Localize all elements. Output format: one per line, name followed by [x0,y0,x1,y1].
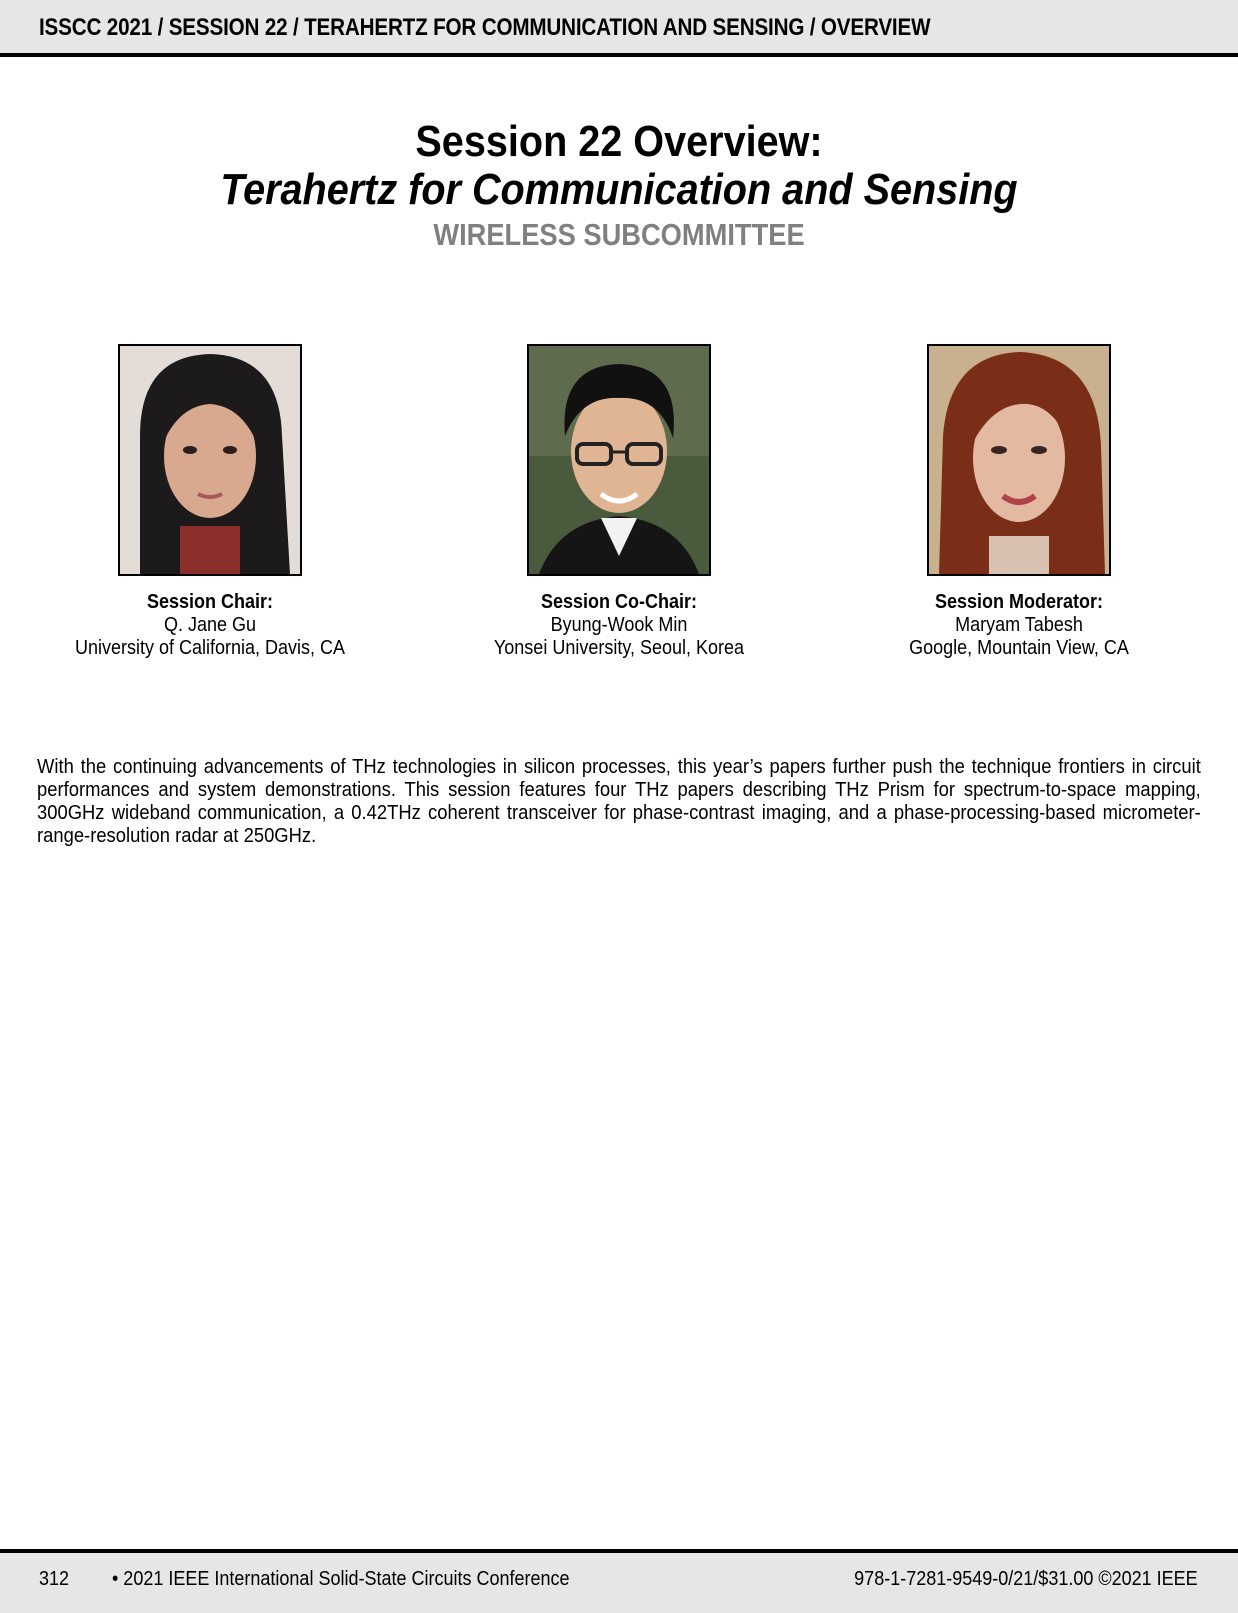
person-affiliation: University of California, Davis, CA [74,637,346,659]
chair-photo [118,344,302,576]
person-role: Session Moderator: [934,591,1104,613]
header-text: ISSCC 2021 / SESSION 22 / TERAHERTZ FOR COMMUNICATION AND SENSING / OVERVIEW [39,14,931,41]
person-role: Session Chair: [146,591,274,613]
running-header [0,0,1238,57]
person-name: Maryam Tabesh [955,614,1083,636]
page-number: 312 [39,1568,70,1590]
moderator-photo [927,344,1111,576]
copyright-isbn: 978-1-7281-9549-0/21/$31.00 ©2021 IEEE [854,1568,1198,1590]
page-footer [0,1549,1238,1613]
person-name: Q. Jane Gu [163,614,257,636]
subcommittee-label: WIRELESS SUBCOMMITTEE [433,217,805,252]
session-chair [10,344,410,660]
co-chair-photo [527,344,711,576]
session-co-chair [419,344,819,660]
page-title: Session 22 Overview: [415,117,823,166]
overview-paragraph: With the continuing advancements of THz technologies in silicon processes, this year’s papers further push the technique frontiers in circuit performances and system demonstrations. This session features four THz papers describing THz Prism for spectrum-to-space mapping, 300GHz wideband communication, a 0.42THz coherent transceiver for phase-contrast imaging, and a phase-processing-based micrometer-range-resolution radar at 250GHz. [37,756,1201,847]
conference-name: • 2021 IEEE International Solid-State Circuits Conference [112,1568,570,1590]
page-subtitle: Terahertz for Communication and Sensing [220,165,1018,214]
person-affiliation: Google, Mountain View, CA [909,637,1129,659]
title-block [0,118,1238,256]
session-moderator [819,344,1219,660]
person-affiliation: Yonsei University, Seoul, Korea [493,637,745,659]
person-role: Session Co-Chair: [540,591,698,613]
person-name: Byung-Wook Min [550,614,688,636]
